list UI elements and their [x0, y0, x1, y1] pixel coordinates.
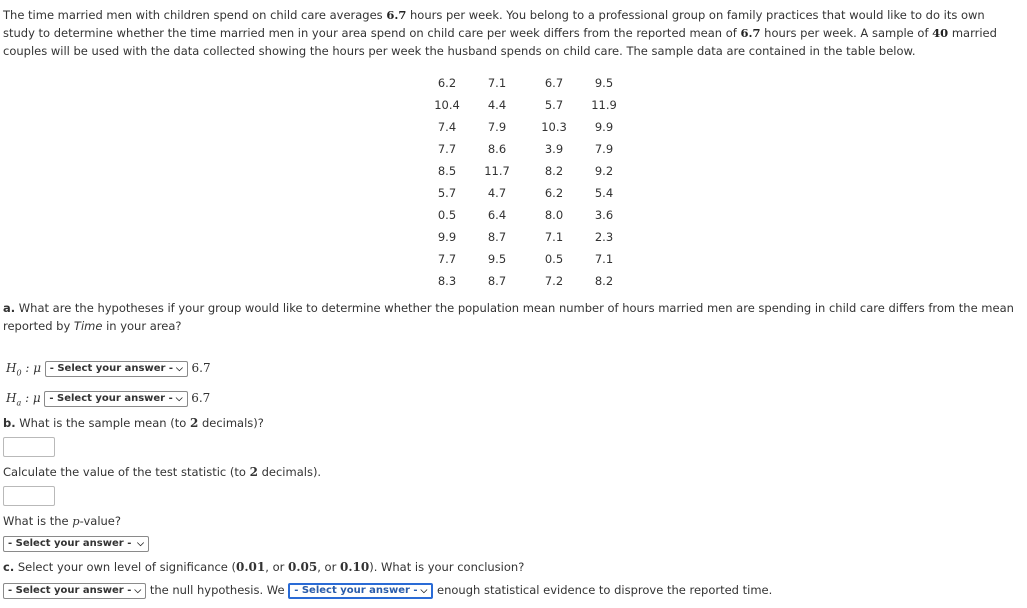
- ha-letter: H: [6, 391, 17, 405]
- table-cell: 8.7: [487, 274, 507, 288]
- p-value-symbol: p: [72, 514, 80, 528]
- table-cell: 5.4: [594, 186, 614, 200]
- ha-symbol: [6, 391, 22, 408]
- intro-text-4: married couples will be used with the data collected showing the hours per week the husband spends on child care. The sample data are contained in the table below.: [3, 26, 997, 58]
- table-cell: 9.2: [594, 164, 614, 178]
- ha-select-label: - Select your answer -: [49, 392, 173, 404]
- question-c-label: c.: [3, 560, 15, 574]
- table-row: [428, 138, 628, 160]
- table-row: [428, 94, 628, 116]
- sample-mean-input[interactable]: [3, 437, 55, 457]
- test-stat-tail: decimals).: [257, 465, 322, 479]
- p-value-select-label: - Select your answer -: [8, 538, 132, 549]
- intro-mean-2: 6.7: [740, 26, 761, 40]
- table-row: [428, 226, 628, 248]
- table-cell: 8.3: [437, 274, 457, 288]
- p-value-select-wrap: [3, 536, 149, 552]
- table-cell: 11.7: [484, 164, 510, 178]
- problem-intro: [3, 6, 1013, 60]
- table-cell: 8.5: [437, 164, 457, 178]
- table-row: [428, 182, 628, 204]
- table-cell: 6.4: [487, 208, 507, 222]
- table-cell: 0.5: [437, 208, 457, 222]
- question-b: [3, 414, 1023, 432]
- table-cell: 8.7: [487, 230, 507, 244]
- table-cell: 7.7: [437, 142, 457, 156]
- reject-select-label: - Select your answer -: [8, 584, 132, 596]
- table-cell: 7.1: [594, 252, 614, 266]
- table-cell: 9.5: [487, 252, 507, 266]
- question-c-sep-2: , or: [317, 560, 340, 574]
- table-cell: 4.4: [487, 98, 507, 112]
- alternative-hypothesis-row: [6, 389, 210, 407]
- question-b-decimals: 2: [189, 416, 199, 430]
- table-cell: 8.2: [594, 274, 614, 288]
- question-c-tail: ). What is your conclusion?: [369, 560, 525, 574]
- test-stat-decimals: 2: [249, 465, 258, 479]
- table-cell: 4.7: [487, 186, 507, 200]
- intro-text-3: hours per week. A sample of: [760, 26, 933, 40]
- table-cell: 3.9: [544, 142, 564, 156]
- question-c: [3, 558, 1023, 576]
- p-value-tail: -value?: [79, 514, 121, 528]
- test-stat-text: Calculate the value of the test statistic (to: [3, 465, 250, 479]
- conclusion-mid-text: the null hypothesis. We: [149, 583, 285, 597]
- table-cell: 9.5: [594, 76, 614, 90]
- table-cell: 2.3: [594, 230, 614, 244]
- h0-mu: : μ: [21, 361, 42, 375]
- table-cell: 9.9: [437, 230, 457, 244]
- table-row: [428, 270, 628, 292]
- table-cell: 7.4: [437, 120, 457, 134]
- p-value-text: What is the: [3, 514, 73, 528]
- reject-select[interactable]: [3, 583, 146, 599]
- h0-operator-select[interactable]: [45, 361, 188, 377]
- intro-mean: 6.7: [386, 8, 407, 22]
- conclusion-tail-text: enough statistical evidence to disprove the reported time.: [437, 583, 773, 597]
- h0-select-label: - Select your answer -: [49, 362, 174, 374]
- question-b-tail: decimals)?: [198, 416, 264, 430]
- chevron-down-icon: ⌵: [175, 393, 183, 404]
- sample-data-table: [428, 72, 628, 292]
- table-row: [428, 72, 628, 94]
- question-a-italic: Time: [73, 319, 103, 333]
- table-cell: 9.9: [594, 120, 614, 134]
- chevron-down-icon: ⌵: [420, 585, 428, 596]
- test-statistic-question: [3, 463, 1023, 481]
- h0-value: 6.7: [191, 361, 211, 375]
- question-b-label: b.: [3, 416, 16, 430]
- table-cell: 11.9: [591, 98, 617, 112]
- table-cell: 8.2: [544, 164, 564, 178]
- question-c-text: Select your own level of significance (: [14, 560, 237, 574]
- intro-text-1: The time married men with children spend on child care averages: [3, 8, 387, 22]
- evidence-select[interactable]: [288, 583, 433, 599]
- null-hypothesis-row: [6, 359, 211, 377]
- table-cell: 7.1: [487, 76, 507, 90]
- alpha-3: 0.10: [339, 560, 370, 574]
- table-cell: 8.0: [544, 208, 564, 222]
- evidence-select-label: - Select your answer -: [294, 584, 418, 596]
- question-a-tail: in your area?: [102, 319, 182, 333]
- table-row: [428, 248, 628, 270]
- table-cell: 6.2: [544, 186, 564, 200]
- alpha-2: 0.05: [288, 560, 318, 574]
- alpha-1: 0.01: [236, 560, 266, 574]
- table-row: [428, 160, 628, 182]
- question-b-text: What is the sample mean (to: [15, 416, 190, 430]
- table-cell: 7.9: [487, 120, 507, 134]
- conclusion-row: [3, 581, 772, 599]
- h0-letter: H: [6, 361, 17, 375]
- h0-symbol: [6, 361, 22, 378]
- p-value-question: [3, 512, 1023, 530]
- sample-data-body: [428, 72, 628, 292]
- question-a-text: What are the hypotheses if your group would like to determine whether the population mean number of hours married men are spending in child care differs from the mean reported by: [3, 301, 1014, 333]
- table-cell: 6.2: [437, 76, 457, 90]
- chevron-down-icon: ⌵: [134, 585, 142, 596]
- ha-value: 6.7: [191, 391, 211, 405]
- table-cell: 6.7: [544, 76, 564, 90]
- ha-mu: : μ: [21, 391, 41, 405]
- chevron-down-icon: ⌵: [137, 539, 144, 549]
- table-cell: 7.7: [437, 252, 457, 266]
- table-cell: 7.1: [544, 230, 564, 244]
- table-cell: 5.7: [544, 98, 564, 112]
- table-cell: 0.5: [544, 252, 564, 266]
- ha-operator-select[interactable]: [44, 391, 187, 407]
- table-row: [428, 204, 628, 226]
- table-cell: 7.2: [544, 274, 564, 288]
- ha-subscript: a: [16, 398, 22, 408]
- question-a: [3, 299, 1023, 335]
- question-a-label: a.: [3, 301, 16, 315]
- table-cell: 8.6: [487, 142, 507, 156]
- question-c-sep-1: , or: [265, 560, 288, 574]
- table-cell: 3.6: [594, 208, 614, 222]
- table-cell: 10.3: [541, 120, 567, 134]
- test-statistic-input[interactable]: [3, 486, 55, 506]
- p-value-select[interactable]: [3, 536, 149, 552]
- table-cell: 5.7: [437, 186, 457, 200]
- intro-text-2: hours per week. You belong to a professional group on family practices that would like to do its own study to determine whether the time married men in your area spend on child care per week differs from the reported mean of: [3, 8, 985, 40]
- table-row: [428, 116, 628, 138]
- h0-subscript: 0: [16, 368, 22, 378]
- intro-sample-size: 40: [932, 26, 949, 40]
- chevron-down-icon: ⌵: [176, 363, 183, 374]
- table-cell: 10.4: [434, 98, 460, 112]
- table-cell: 7.9: [594, 142, 614, 156]
